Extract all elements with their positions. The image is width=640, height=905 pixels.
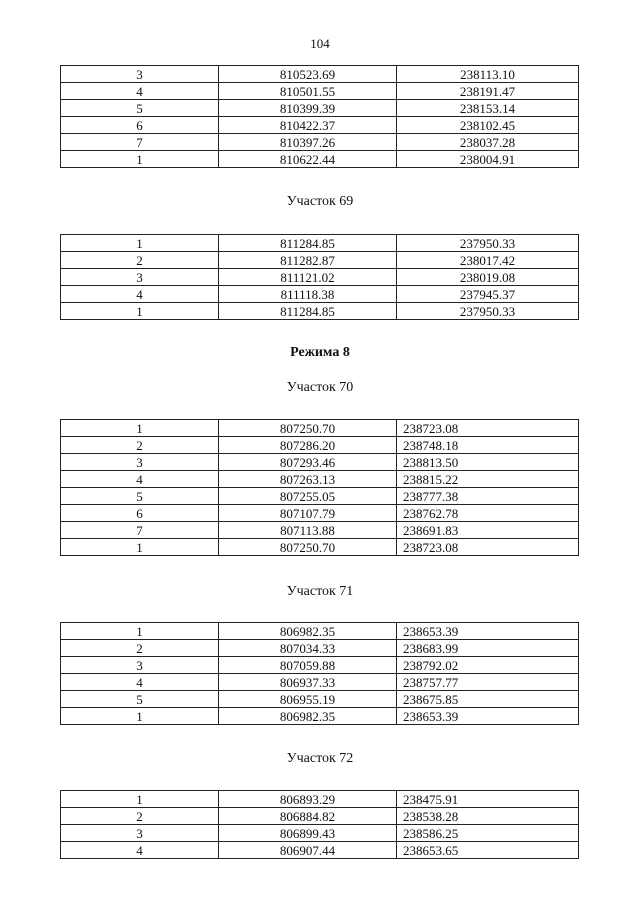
point-number-cell: 3: [61, 269, 219, 286]
coord-x-cell: 811284.85: [219, 303, 397, 320]
coord-x-cell: 807059.88: [219, 657, 397, 674]
coord-x-cell: 807113.88: [219, 522, 397, 539]
point-number-cell: 1: [61, 420, 219, 437]
table-row: [61, 437, 579, 454]
point-number-cell: 4: [61, 842, 219, 859]
table-row: [61, 252, 579, 269]
coord-y-cell: 238653.39: [397, 623, 579, 640]
coord-x-cell: 807250.70: [219, 539, 397, 556]
table-row: [61, 539, 579, 556]
coord-x-cell: 806884.82: [219, 808, 397, 825]
coord-y-cell: 238586.25: [397, 825, 579, 842]
coord-y-cell: 238815.22: [397, 471, 579, 488]
point-number-cell: 1: [61, 791, 219, 808]
coord-x-cell: 806982.35: [219, 708, 397, 725]
coord-y-cell: 237950.33: [397, 235, 579, 252]
coord-y-cell: 238153.14: [397, 100, 579, 117]
table-row: [61, 66, 579, 83]
coord-x-cell: 807107.79: [219, 505, 397, 522]
coord-y-cell: 238475.91: [397, 791, 579, 808]
point-number-cell: 1: [61, 708, 219, 725]
coord-x-cell: 810501.55: [219, 83, 397, 100]
section-70-heading: Участок 70: [286, 380, 354, 395]
table-row: [61, 471, 579, 488]
coord-y-cell: 238762.78: [397, 505, 579, 522]
coord-x-cell: 811284.85: [219, 235, 397, 252]
page-number: 104: [310, 36, 330, 51]
coord-y-cell: 238757.77: [397, 674, 579, 691]
table-row: [61, 117, 579, 134]
section-72-heading: Участок 72: [286, 751, 354, 766]
coord-x-cell: 811118.38: [219, 286, 397, 303]
coord-x-cell: 810523.69: [219, 66, 397, 83]
point-number-cell: 1: [61, 151, 219, 168]
point-number-cell: 2: [61, 437, 219, 454]
coord-y-cell: 238748.18: [397, 437, 579, 454]
coord-x-cell: 806907.44: [219, 842, 397, 859]
coord-y-cell: 238792.02: [397, 657, 579, 674]
point-number-cell: 4: [61, 286, 219, 303]
coord-x-cell: 810422.37: [219, 117, 397, 134]
point-number-cell: 4: [61, 674, 219, 691]
point-number-cell: 2: [61, 252, 219, 269]
table-row: [61, 623, 579, 640]
coord-x-cell: 811282.87: [219, 252, 397, 269]
coord-x-cell: 807263.13: [219, 471, 397, 488]
coord-x-cell: 807286.20: [219, 437, 397, 454]
point-number-cell: 3: [61, 454, 219, 471]
table-row: [61, 825, 579, 842]
coord-y-cell: 238019.08: [397, 269, 579, 286]
point-number-cell: 2: [61, 808, 219, 825]
coordinates-table-70: [60, 419, 579, 556]
table-row: [61, 286, 579, 303]
point-number-cell: 1: [61, 235, 219, 252]
point-number-cell: 1: [61, 303, 219, 320]
coord-y-cell: 238683.99: [397, 640, 579, 657]
coord-y-cell: 237950.33: [397, 303, 579, 320]
table-row: [61, 708, 579, 725]
point-number-cell: 3: [61, 825, 219, 842]
coord-y-cell: 238653.39: [397, 708, 579, 725]
coordinates-table-71: [60, 622, 579, 725]
point-number-cell: 5: [61, 691, 219, 708]
coord-y-cell: 238691.83: [397, 522, 579, 539]
coord-y-cell: 238675.85: [397, 691, 579, 708]
coordinates-table-72: [60, 790, 579, 859]
table-row: [61, 691, 579, 708]
coord-x-cell: 806955.19: [219, 691, 397, 708]
table-row: [61, 420, 579, 437]
table-row: [61, 522, 579, 539]
coord-x-cell: 807255.05: [219, 488, 397, 505]
coord-x-cell: 810399.39: [219, 100, 397, 117]
point-number-cell: 6: [61, 505, 219, 522]
point-number-cell: 1: [61, 539, 219, 556]
coord-y-cell: 238102.45: [397, 117, 579, 134]
coord-x-cell: 810397.26: [219, 134, 397, 151]
coord-y-cell: 238113.10: [397, 66, 579, 83]
point-number-cell: 7: [61, 522, 219, 539]
coord-y-cell: 238723.08: [397, 420, 579, 437]
coord-y-cell: 238813.50: [397, 454, 579, 471]
coord-y-cell: 238653.65: [397, 842, 579, 859]
coord-y-cell: 238777.38: [397, 488, 579, 505]
table-row: [61, 303, 579, 320]
table-row: [61, 640, 579, 657]
coord-y-cell: 238723.08: [397, 539, 579, 556]
point-number-cell: 3: [61, 657, 219, 674]
table-row: [61, 83, 579, 100]
coord-x-cell: 806893.29: [219, 791, 397, 808]
coord-x-cell: 811121.02: [219, 269, 397, 286]
point-number-cell: 4: [61, 471, 219, 488]
table-row: [61, 505, 579, 522]
table-row: [61, 791, 579, 808]
table-row: [61, 235, 579, 252]
coord-x-cell: 807293.46: [219, 454, 397, 471]
table-row: [61, 269, 579, 286]
regime-8-heading: Режима 8: [290, 345, 350, 360]
point-number-cell: 7: [61, 134, 219, 151]
table-row: [61, 674, 579, 691]
coord-x-cell: 810622.44: [219, 151, 397, 168]
point-number-cell: 5: [61, 100, 219, 117]
point-number-cell: 4: [61, 83, 219, 100]
coord-x-cell: 806982.35: [219, 623, 397, 640]
section-71-heading: Участок 71: [286, 584, 354, 599]
coord-x-cell: 807250.70: [219, 420, 397, 437]
table-row: [61, 842, 579, 859]
table-row: [61, 454, 579, 471]
point-number-cell: 6: [61, 117, 219, 134]
coord-y-cell: 238191.47: [397, 83, 579, 100]
coord-x-cell: 806899.43: [219, 825, 397, 842]
point-number-cell: 3: [61, 66, 219, 83]
coordinates-table-continued: [60, 65, 579, 168]
table-row: [61, 134, 579, 151]
point-number-cell: 1: [61, 623, 219, 640]
coord-y-cell: 238004.91: [397, 151, 579, 168]
point-number-cell: 2: [61, 640, 219, 657]
coord-x-cell: 806937.33: [219, 674, 397, 691]
table-row: [61, 657, 579, 674]
table-row: [61, 100, 579, 117]
point-number-cell: 5: [61, 488, 219, 505]
table-row: [61, 808, 579, 825]
table-row: [61, 488, 579, 505]
section-69-heading: Участок 69: [286, 194, 354, 209]
coord-y-cell: 238017.42: [397, 252, 579, 269]
coord-x-cell: 807034.33: [219, 640, 397, 657]
coord-y-cell: 238538.28: [397, 808, 579, 825]
table-row: [61, 151, 579, 168]
coordinates-table-69: [60, 234, 579, 320]
coord-y-cell: 237945.37: [397, 286, 579, 303]
coord-y-cell: 238037.28: [397, 134, 579, 151]
